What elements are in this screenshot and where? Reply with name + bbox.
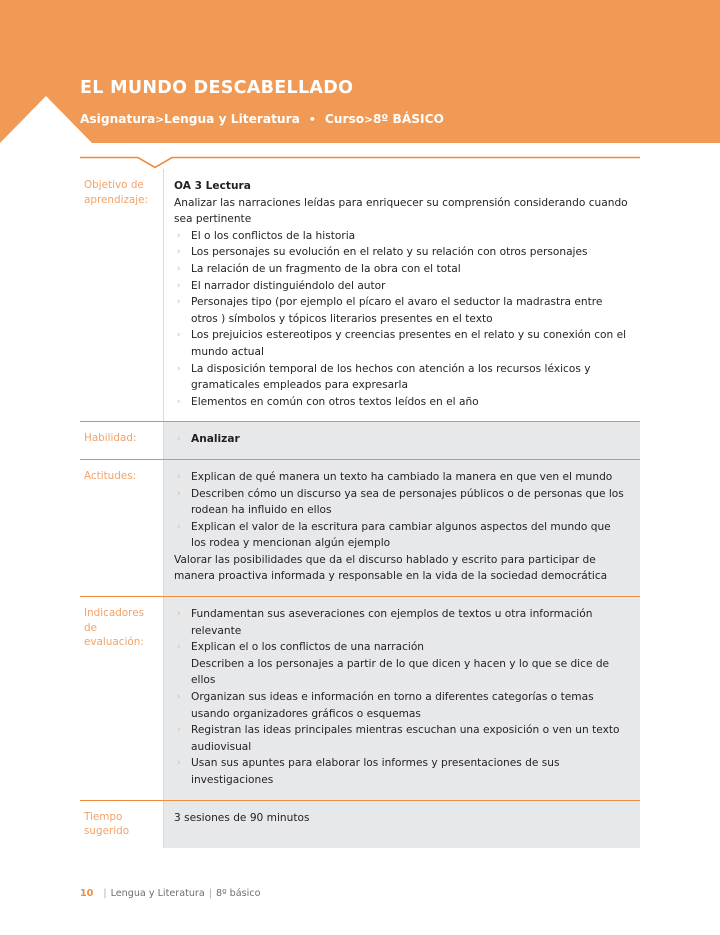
subject-label: Asignatura: [80, 112, 156, 126]
table-body: [80, 169, 640, 848]
chevron-right-icon: ›: [177, 263, 181, 274]
row-label: [80, 460, 163, 596]
row-label: [80, 597, 163, 800]
list-item-label: Analizar: [191, 433, 240, 446]
chevron-right-icon: ›: [177, 758, 181, 769]
list-item: [174, 606, 628, 639]
chevron-right-icon: ›: [177, 521, 181, 532]
chevron-right-icon: ›: [177, 488, 181, 499]
page-header-band: [0, 0, 720, 143]
list-item-label: Organizan sus ideas e información en torno a diferentes categorías o temas usando organizadores gráficos o esquemas: [191, 691, 594, 720]
content-bullet-list: [174, 431, 628, 448]
list-item-label: Explican el valor de la escritura para cambiar algunos aspectos del mundo que los rodea y mencionan algún ejemplo: [191, 520, 611, 550]
list-item: [174, 486, 628, 519]
table-row: [80, 596, 640, 800]
list-item: [174, 722, 628, 755]
subject-arrow-icon: >: [155, 114, 165, 126]
list-item: [174, 639, 628, 656]
footer-separator-1: |: [103, 888, 107, 899]
row-label-line: sugerido: [84, 825, 130, 838]
page-title: EL MUNDO DESCABELLADO: [80, 78, 354, 98]
list-item-label: Registran las ideas principales mientras escuchan una exposición o ven un texto audiovisual: [191, 724, 620, 753]
chevron-right-icon: ›: [177, 396, 181, 407]
list-item-label: Describen a los personajes a partir de lo que dicen y hacen y lo que se dice de ellos: [191, 657, 610, 687]
row-label: [80, 801, 163, 848]
content-intro: Analizar las narraciones leídas para enriquecer su comprensión considerando cuando sea pertinente: [174, 196, 628, 226]
row-label-line: Habilidad:: [84, 432, 137, 445]
table-row: [80, 459, 640, 596]
list-item-label: El narrador distinguiéndolo del autor: [191, 279, 386, 292]
content-heading: OA 3 Lectura: [174, 180, 251, 192]
row-content: [163, 422, 640, 459]
list-item: [174, 519, 628, 552]
row-content: [163, 460, 640, 596]
chevron-right-icon: ›: [177, 280, 181, 291]
chevron-right-icon: ›: [177, 434, 181, 445]
footer-separator-2: |: [208, 888, 212, 899]
course-label: Curso: [324, 112, 365, 126]
list-item-label: La relación de un fragmento de la obra con el total: [191, 262, 461, 275]
chevron-right-icon: ›: [177, 642, 181, 653]
list-item: [174, 431, 628, 448]
footer-subject: Lengua y Literatura: [110, 888, 205, 899]
page-subtitle: [80, 112, 444, 126]
list-item: [174, 394, 628, 411]
content-bullet-list: [174, 606, 628, 789]
list-item: [174, 278, 628, 295]
chevron-right-icon: ›: [177, 725, 181, 736]
footer-level: 8º básico: [215, 888, 261, 899]
row-label: [80, 169, 163, 421]
page-number: 10: [80, 888, 94, 899]
content-bullet-list: [174, 228, 628, 411]
chevron-right-icon: ›: [177, 692, 181, 703]
row-label-line: de: [84, 621, 97, 634]
row-label-line: aprendizaje:: [84, 193, 149, 206]
list-item: [174, 261, 628, 278]
list-item-label: Fundamentan sus aseveraciones con ejemplos de textos u otra información relevante: [191, 608, 593, 637]
subtitle-separator: •: [308, 113, 316, 126]
course-arrow-icon: >: [364, 114, 373, 126]
list-item-label: El o los conflictos de la historia: [191, 229, 356, 242]
table-row: [80, 169, 640, 421]
list-item: [174, 228, 628, 245]
course-value: 8º BÁSICO: [372, 112, 444, 126]
chevron-right-icon: ›: [177, 471, 181, 482]
table-top-rule-notch: [80, 155, 640, 169]
list-item: [174, 327, 628, 360]
list-item-label: Usan sus apuntes para elaborar los informes y presentaciones de sus investigaciones: [191, 757, 560, 786]
row-label-line: Objetivo de: [84, 179, 144, 191]
list-item: [174, 689, 628, 722]
list-item-label: Elementos en común con otros textos leídos en el año: [191, 395, 479, 408]
content-bullet-list: [174, 469, 628, 552]
row-label-line: Indicadores: [84, 607, 145, 620]
list-item: [174, 244, 628, 261]
list-item-label: Los personajes su evolución en el relato y su relación con otros personajes: [191, 246, 588, 259]
chevron-right-icon: ›: [177, 297, 181, 308]
list-item: [174, 656, 628, 689]
content-trailing: Valorar las posibilidades que da el discurso hablado y escrito para participar de manera proactiva informada y responsable en la vida de la sociedad democrática: [174, 553, 608, 583]
list-item-label: La disposición temporal de los hechos con atención a los recursos léxicos y gramaticales empleados para expresarla: [191, 362, 591, 392]
list-item: [174, 361, 628, 394]
page-footer: [80, 888, 260, 899]
row-content: [163, 801, 640, 848]
chevron-right-icon: ›: [177, 363, 181, 374]
chevron-right-icon: ›: [177, 330, 181, 341]
chevron-right-icon: ›: [177, 247, 181, 258]
list-item: [174, 294, 628, 327]
list-item: [174, 755, 628, 788]
list-item-label: Los prejuicios estereotipos y creencias presentes en el relato y su conexión con el mundo actual: [191, 329, 627, 358]
row-label: [80, 422, 163, 459]
row-content: [163, 597, 640, 800]
table-row: [80, 421, 640, 459]
lesson-plan-table: [80, 155, 640, 848]
header-corner-notch: [0, 96, 92, 143]
list-item-label: Personajes tipo (por ejemplo el pícaro el avaro el seductor la madrastra entre otros ) símbolos y tópicos literarios presentes en el texto: [191, 296, 603, 325]
row-content: [163, 169, 640, 421]
row-label-line: Tiempo: [84, 810, 123, 823]
row-label-line: Actitudes:: [84, 469, 137, 482]
table-top-rule: [80, 155, 640, 169]
table-row: [80, 800, 640, 848]
list-item: [174, 469, 628, 486]
list-item-label: Explican de qué manera un texto ha cambiado la manera en que ven el mundo: [191, 470, 613, 483]
chevron-right-icon: ›: [177, 230, 181, 241]
row-label-line: evaluación:: [84, 636, 144, 649]
list-item-label: Describen cómo un discurso ya sea de personajes públicos o de personas que los rodean ha influido en ellos: [191, 487, 624, 517]
subject-value: Lengua y Literatura: [164, 112, 300, 126]
list-item-label: Explican el o los conflictos de una narración: [191, 641, 425, 654]
content-intro: 3 sesiones de 90 minutos: [174, 811, 310, 824]
chevron-right-icon: ›: [177, 609, 181, 620]
